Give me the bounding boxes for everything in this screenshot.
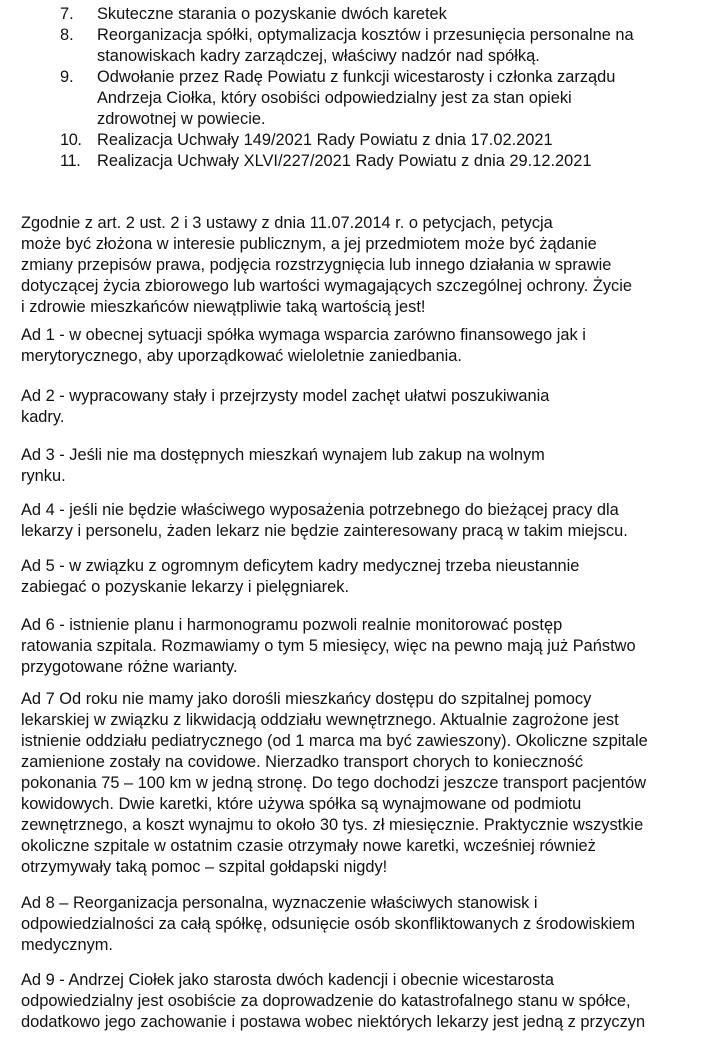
- paragraph-ad-9: Ad 9 - Andrzej Ciołek jako starosta dwóch kadencji i obecnie wicestarosta odpowiedzialny jest osobiście za doprowadzenie do katastrofalnego stanu w spółce, dodatkowo jego zachowanie i postawa wobec niektórych lekarzy jest jedną z przyczyn: [21, 971, 646, 1031]
- paragraph-ad-1: Ad 1 - w obecnej sytuacji spółka wymaga wsparcia zarówno finansowego jak i merytorycznego, aby uporządkować wieloletnie zaniedbania.: [21, 326, 586, 365]
- list-item: [60, 130, 700, 151]
- list-item: [60, 4, 700, 25]
- list-item: [60, 151, 700, 172]
- paragraph-ad-5: Ad 5 - w związku z ogromnym deficytem kadry medycznej trzeba nieustannie zabiegać o pozyskanie lekarzy i pielęgniarek.: [21, 557, 580, 596]
- paragraph-petition-law: Zgodnie z art. 2 ust. 2 i 3 ustawy z dnia 11.07.2014 r. o petycjach, petycja może być złożona w interesie publicznym, a jej przedmiotem może być żądanie zmiany przepisów prawa, podjęcia rozstrzygnięcia lub innego działania w sprawie dotyczącej życia zbiorowego lub wartości wymagających szczególnej ochrony. Życie i zdrowie mieszkańców niewątpliwie taką wartością jest!: [21, 214, 632, 316]
- paragraph-ad-3: Ad 3 - Jeśli nie ma dostępnych mieszkań wynajem lub zakup na wolnym rynku.: [21, 446, 545, 485]
- list-item: [60, 25, 700, 67]
- list-item-number: 8.: [60, 26, 74, 44]
- paragraph-ad-8: Ad 8 – Reorganizacja personalna, wyznaczenie właściwych stanowisk i odpowiedzialności za całą spółkę, odsunięcie osób skonfliktowanych z środowiskiem medycznym.: [21, 894, 636, 954]
- list-item-number: 7.: [60, 5, 74, 23]
- list-item-text: Realizacja Uchwały 149/2021 Rady Powiatu z dnia 17.02.2021: [97, 131, 553, 149]
- list-item-text: Skuteczne starania o pozyskanie dwóch karetek: [97, 5, 447, 23]
- list-item-text: Realizacja Uchwały XLVI/227/2021 Rady Powiatu z dnia 29.12.2021: [97, 152, 592, 170]
- list-item-text: Reorganizacja spółki, optymalizacja kosztów i przesunięcia personalne na stanowiskach kadry zarządczej, właściwy nadzór nad spółką.: [97, 26, 634, 65]
- list-item-number: 9.: [60, 68, 74, 86]
- paragraph-ad-6: Ad 6 - istnienie planu i harmonogramu pozwoli realnie monitorować postęp ratowania szpitala. Rozmawiamy o tym 5 miesięcy, więc na pewno mają już Państwo przygotowane różne warianty.: [21, 616, 636, 676]
- list-item-number: 11.: [60, 152, 81, 170]
- numbered-list: [60, 4, 700, 172]
- list-item: [60, 67, 700, 130]
- paragraph-ad-4: Ad 4 - jeśli nie będzie właściwego wyposażenia potrzebnego do bieżącej pracy dla lekarzy i personelu, żaden lekarz nie będzie zainteresowany pracą w takim miejscu.: [21, 501, 628, 540]
- list-item-number: 10.: [60, 131, 82, 149]
- list-item-text: Odwołanie przez Radę Powiatu z funkcji wicestarosty i członka zarządu Andrzeja Ciołka, który osobiści odpowiedzialny jest za stan opieki zdrowotnej w powiecie.: [97, 68, 616, 128]
- paragraph-ad-2: Ad 2 - wypracowany stały i przejrzysty model zachęt ułatwi poszukiwania kadry.: [21, 387, 550, 426]
- paragraph-ad-7: Ad 7 Od roku nie mamy jako dorośli mieszkańcy dostępu do szpitalnej pomocy lekarskiej w związku z likwidacją oddziału wewnętrznego. Aktualnie zagrożone jest istnienie oddziału pediatrycznego (od 1 marca ma być zawieszony). Okoliczne szpitale zamienione zostały na covidowe. Nierzadko transport chorych to konieczność pokonania 75 – 100 km w jedną stronę. Do tego dochodzi jeszcze transport pacjentów kowidowych. Dwie karetki, które używa spółka są wynajmowane od podmiotu zewnętrznego, a koszt wynajmu to około 30 tys. zł miesięcznie. Praktycznie wszystkie okoliczne szpitale w ostatnim czasie otrzymały nowe karetki, wcześniej również otrzymywały taką pomoc – szpital gołdapski nigdy!: [21, 690, 648, 876]
